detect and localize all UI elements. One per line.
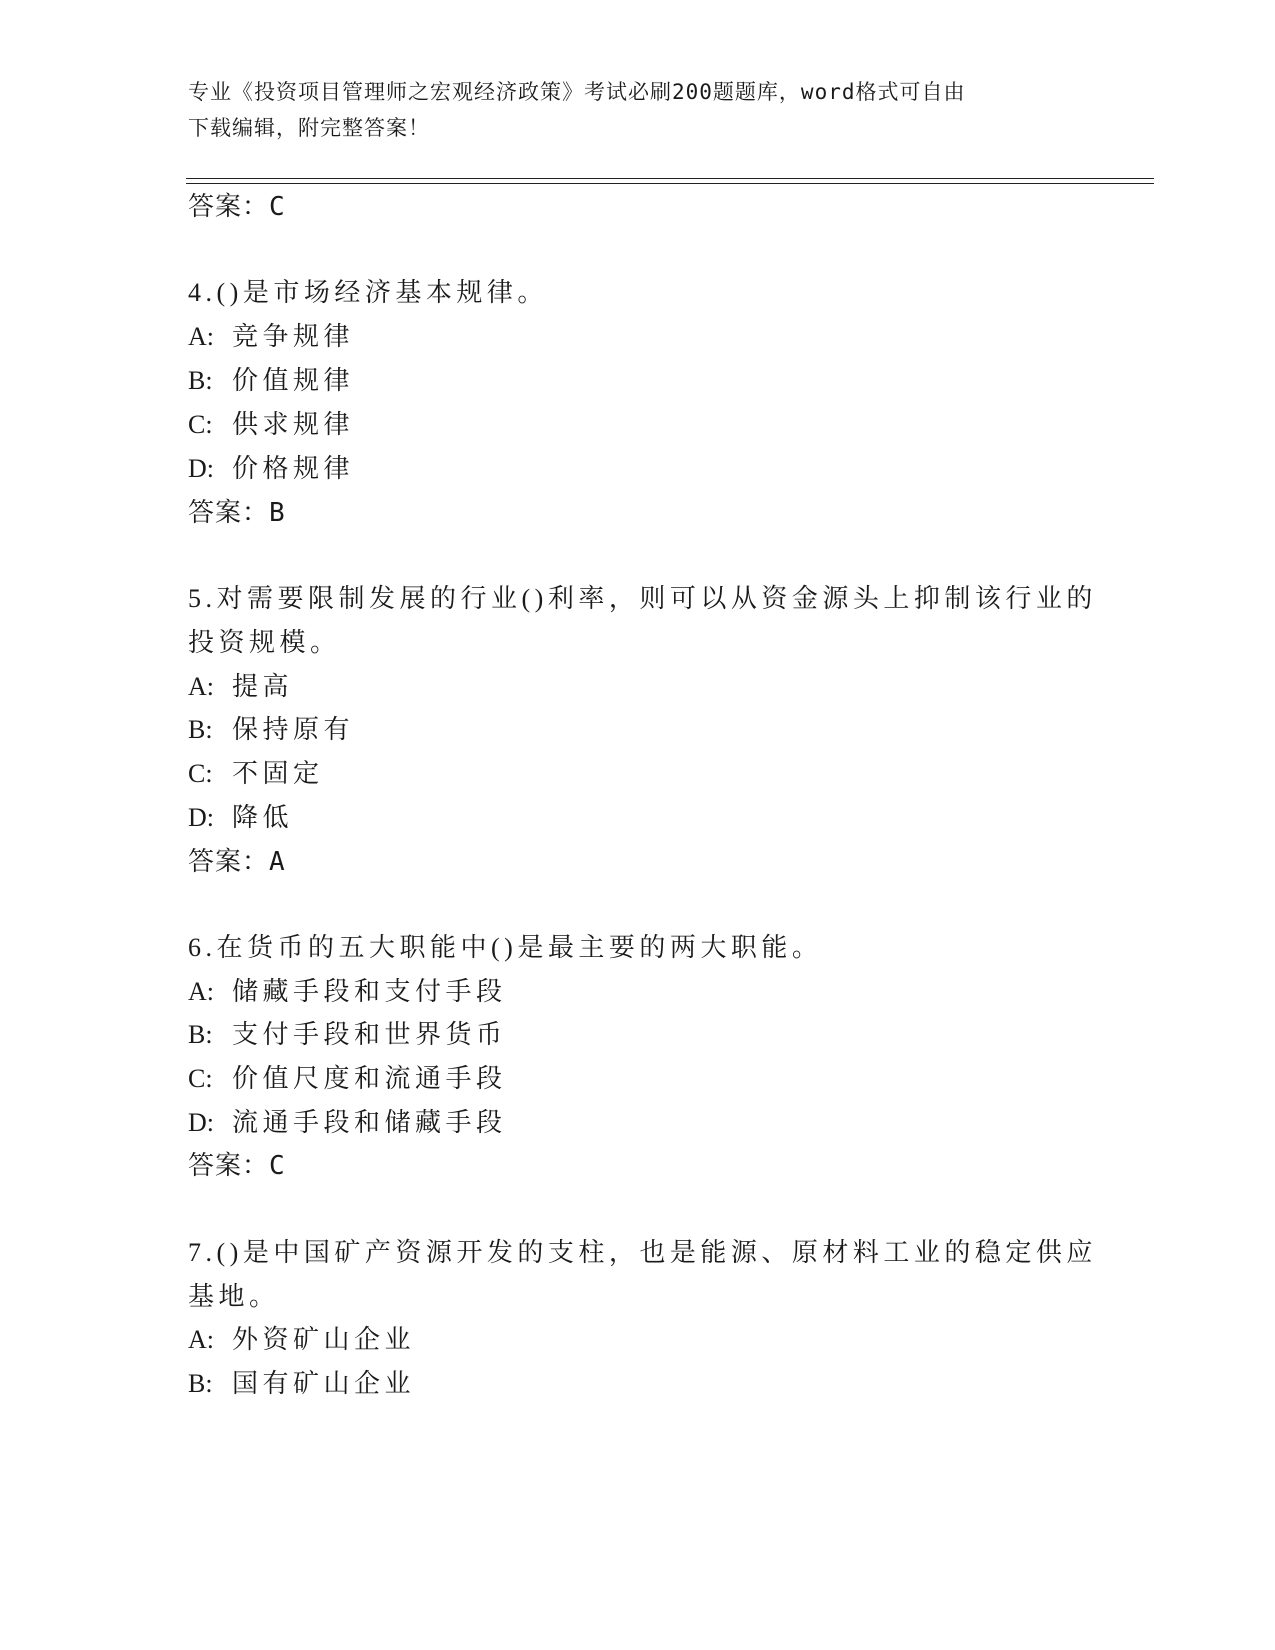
answer-line-q6: 答案：C [188,1151,286,1181]
option-key: B: [188,366,213,395]
header-divider-bottom [186,183,1154,184]
option-c [188,409,354,441]
option-key: B: [188,715,213,744]
option-key: D: [188,1108,214,1137]
option-a [188,976,507,1008]
option-text: 价格规律 [232,454,355,483]
option-d [188,802,293,834]
option-b [188,1368,415,1400]
option-key: A: [188,977,214,1006]
question-5-continued: 投资规模。 [188,628,341,657]
option-key: C: [188,1064,213,1093]
question-text: ()是中国矿产资源开发的支柱，也是能源、原材料工业的稳定供应 [216,1238,1097,1267]
option-key: C: [188,759,213,788]
option-d [188,1107,507,1139]
header-line-1: 专业《投资项目管理师之宏观经济政策》考试必刷200题题库，word格式可自由 [188,80,966,104]
question-text: 对需要限制发展的行业()利率，则可以从资金源头上抑制该行业的 [216,584,1097,613]
option-key: B: [188,1020,213,1049]
option-key: A: [188,1325,214,1354]
option-text: 提高 [232,672,294,701]
option-d [188,453,354,485]
option-text: 降低 [232,803,294,832]
document-header [188,74,1088,146]
question-number: 5. [188,584,217,613]
question-7-continued: 基地。 [188,1282,280,1311]
option-text: 支付手段和世界货币 [232,1020,507,1049]
question-number: 6. [188,933,217,962]
question-5 [188,583,1097,615]
option-text: 外资矿山企业 [232,1325,416,1354]
question-number: 4. [188,278,217,307]
option-c [188,758,324,790]
option-a [188,321,354,353]
option-text: 不固定 [232,759,324,788]
option-key: A: [188,322,214,351]
header-line-2: 下载编辑，附完整答案！ [188,116,430,140]
option-a [188,671,293,703]
option-b [188,365,354,397]
option-text: 竞争规律 [232,322,355,351]
option-key: B: [188,1369,213,1398]
question-7 [188,1237,1097,1269]
question-text: ()是市场经济基本规律。 [216,278,548,307]
option-key: C: [188,410,213,439]
option-text: 供求规律 [232,410,355,439]
option-key: D: [188,454,214,483]
option-text: 价值尺度和流通手段 [232,1064,507,1093]
question-number: 7. [188,1238,217,1267]
option-b [188,714,354,746]
option-text: 保持原有 [232,715,355,744]
answer-line-q5: 答案：A [188,847,286,877]
option-key: D: [188,803,214,832]
question-4 [188,277,548,309]
option-a [188,1324,415,1356]
option-text: 流通手段和储藏手段 [232,1108,507,1137]
option-c [188,1063,507,1095]
answer-line-q4: 答案：B [188,498,286,528]
option-b [188,1019,507,1051]
option-text: 储藏手段和支付手段 [232,977,507,1006]
option-text: 国有矿山企业 [232,1369,416,1398]
header-divider-top [186,178,1154,179]
question-6 [188,932,822,964]
question-text: 在货币的五大职能中()是最主要的两大职能。 [216,933,823,962]
answer-line-q3: 答案：C [188,192,286,222]
option-key: A: [188,672,214,701]
option-text: 价值规律 [232,366,355,395]
